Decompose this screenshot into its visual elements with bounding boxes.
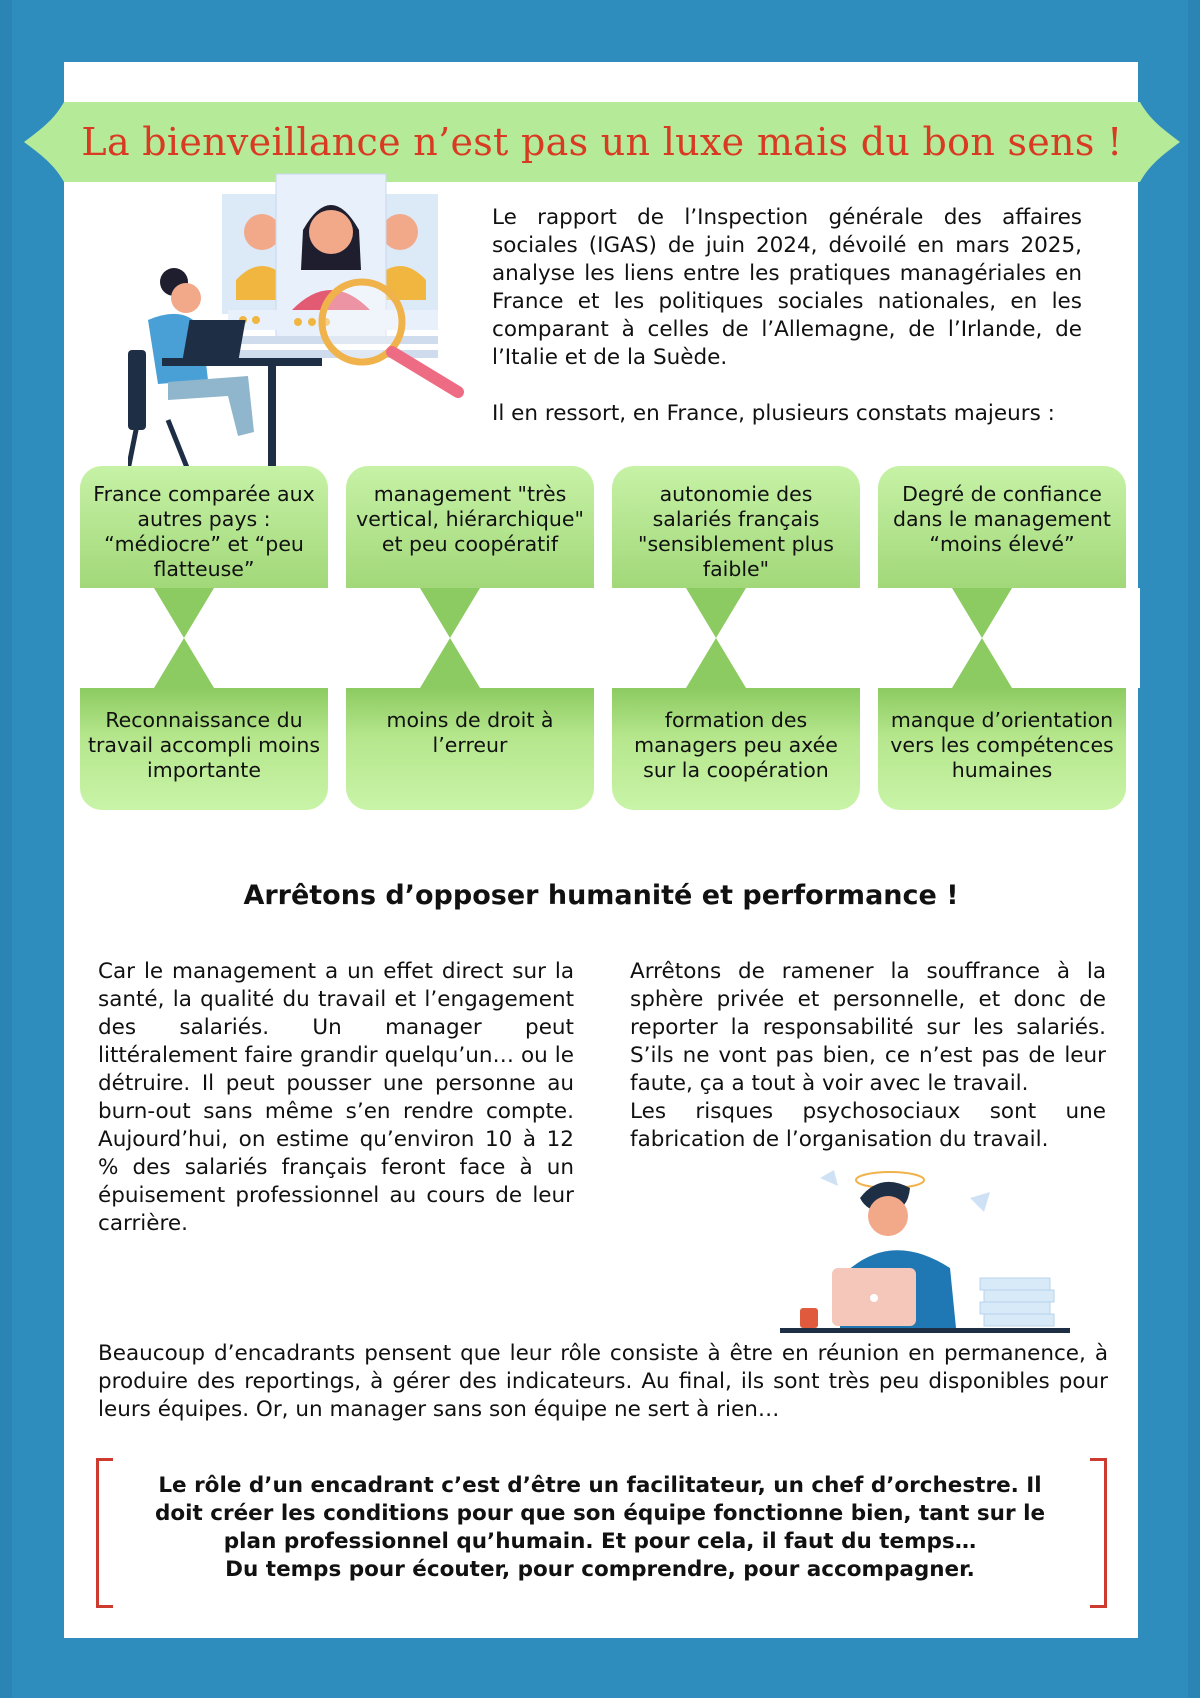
finding-card-bottom-text: moins de droit à l’erreur xyxy=(386,708,554,757)
intro-lead: Il en ressort, en France, plusieurs constats majeurs : xyxy=(492,401,1055,426)
finding-card-2-bottom xyxy=(346,688,594,810)
right-column-paragraph-1: Arrêtons de ramener la souffrance à la sphère privée et personnelle, et donc de reporter la responsabilité sur les salariés. S’ils ne vont pas bien, ce n’est pas de leur faute, ça a tout à voir avec le travail. xyxy=(630,959,1106,1096)
stressed-man-illustration xyxy=(780,1158,1080,1348)
hiring-profiles-illustration xyxy=(128,170,468,470)
finding-card-1-bottom xyxy=(80,688,328,810)
intro-text xyxy=(492,204,1082,428)
finding-card-top-text: autonomie des salariés français "sensiblement plus faible" xyxy=(638,482,834,581)
left-border-stripe xyxy=(0,0,12,1698)
finding-card-3-bottom xyxy=(612,688,860,810)
right-column-paragraph-2: Les risques psychosociaux sont une fabrication de l’organisation du travail. xyxy=(630,1099,1106,1152)
pull-quote xyxy=(140,1472,1060,1584)
card-connector-band xyxy=(66,588,1140,688)
pull-quote-line: Le rôle d’un encadrant c’est d’être un facilitateur, un chef d’orchestre. Il xyxy=(158,1473,1042,1498)
pull-quote-line: plan professionnel qu’humain. Et pour cela, il faut du temps… xyxy=(223,1529,977,1554)
left-column-paragraph: Car le management a un effet direct sur la santé, la qualité du travail et l’engagement des salariés. Un manager peut littéralement faire grandir quelqu’un… ou le détruire. Il peut pousser une personne au burn-out sans même s’en rendre compte. Aujourd’hui, on estime qu’environ 10 à 12 % des salariés français feront face à un épuisement professionnel au cours de leur carrière. xyxy=(98,959,574,1236)
finding-card-bottom-text: formation des managers peu axée sur la coopération xyxy=(634,708,838,782)
finding-card-top-text: France comparée aux autres pays : “médiocre” et “peu flatteuse” xyxy=(93,482,315,581)
finding-card-bottom-text: Reconnaissance du travail accompli moins importante xyxy=(87,708,321,782)
finding-card-top-text: Degré de confiance dans le management “moins élevé” xyxy=(893,482,1111,556)
left-column-text xyxy=(98,958,574,1238)
right-quote-bracket xyxy=(1090,1458,1107,1608)
right-border-stripe xyxy=(1188,0,1200,1698)
finding-card-bottom-text: manque d’orientation vers les compétences humaines xyxy=(890,708,1114,782)
intro-paragraph: Le rapport de l’Inspection générale des affaires sociales (IGAS) de juin 2024, dévoilé en mars 2025, analyse les liens entre les pratiques managériales en France et les politiques sociales nationales, en les comparant à celles de l’Allemagne, de l’Irlande, de l’Italie et de la Suède. xyxy=(492,205,1082,370)
left-quote-bracket xyxy=(96,1458,113,1608)
closing-paragraph: Beaucoup d’encadrants pensent que leur rôle consiste à être en réunion en permanence, à produire des reportings, à gérer des indicateurs. Au final, ils sont très peu disponibles pour leurs équipes. Or, un manager sans son équipe ne sert à rien… xyxy=(98,1341,1108,1422)
finding-card-4-bottom xyxy=(878,688,1126,810)
right-column-text xyxy=(630,958,1106,1154)
page-title: La bienveillance n’est pas un luxe mais du bon sens ! xyxy=(81,120,1123,164)
section-heading: Arrêtons d’opposer humanité et performance ! xyxy=(243,880,959,911)
finding-card-top-text: management "très vertical, hiérarchique" et peu coopératif xyxy=(356,482,584,556)
pull-quote-line: doit créer les conditions pour que son équipe fonctionne bien, tant sur le xyxy=(154,1501,1046,1526)
pull-quote-line: Du temps pour écouter, pour comprendre, pour accompagner. xyxy=(225,1557,975,1582)
